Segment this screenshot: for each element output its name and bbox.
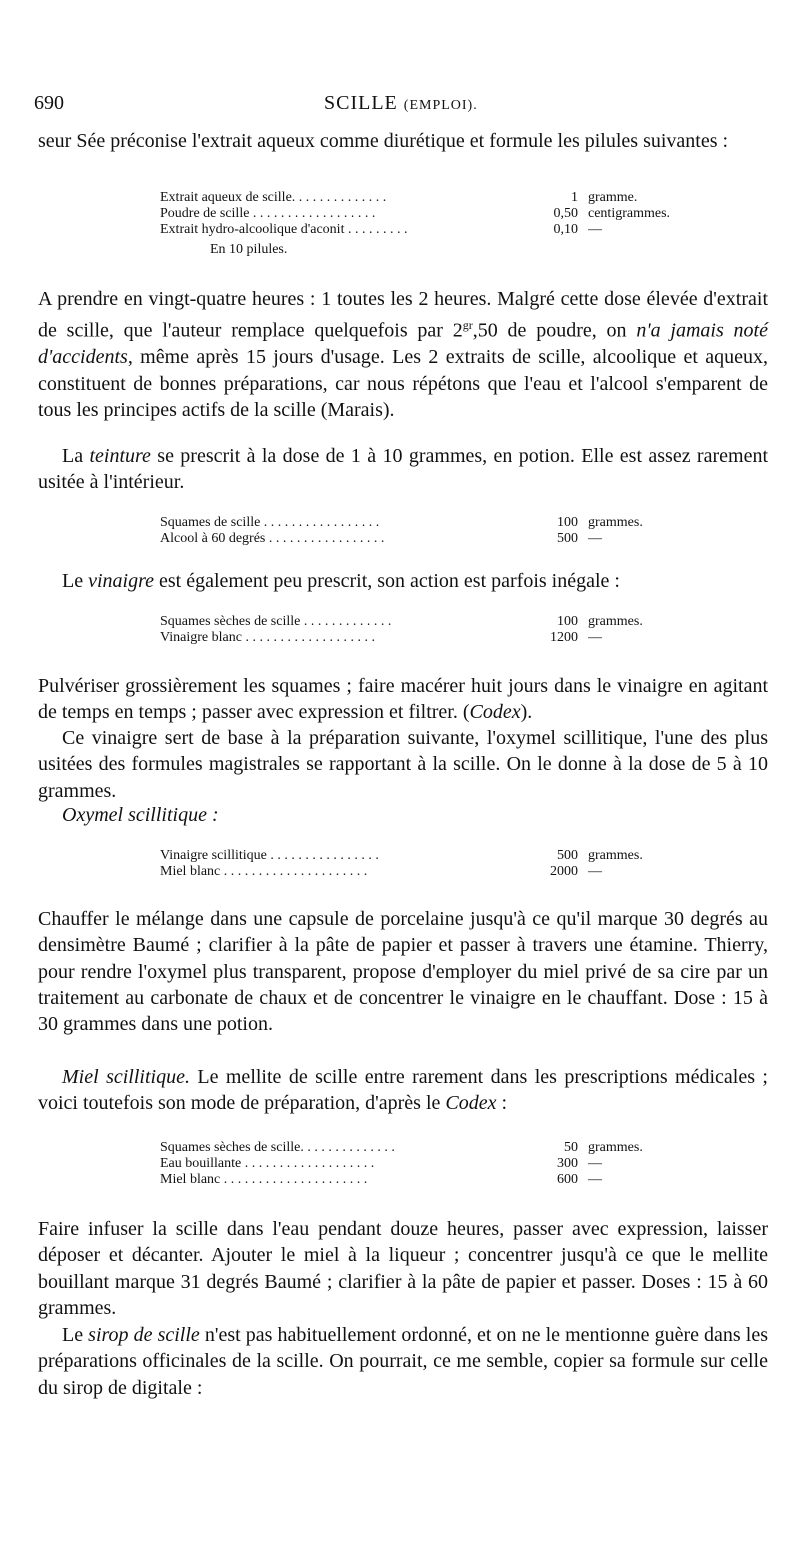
recipe-unit: — bbox=[588, 531, 602, 546]
recipe-row bbox=[160, 531, 680, 547]
p4-emphasis: vinaigre bbox=[88, 570, 155, 592]
recipe-ingredient: Poudre de scille . . . . . . . . . . . . . . . . . . bbox=[160, 206, 376, 221]
recipe-row bbox=[160, 1172, 680, 1188]
running-title bbox=[324, 92, 478, 115]
recipe-total: En 10 pilules. bbox=[210, 242, 288, 257]
recipe-ingredient: Vinaigre scillitique . . . . . . . . . . . . . . . . bbox=[160, 848, 379, 863]
recipe-unit: — bbox=[588, 864, 602, 879]
recipe-row bbox=[160, 190, 680, 206]
recipe-row bbox=[160, 1140, 680, 1156]
recipe-teinture bbox=[160, 515, 680, 547]
recipe-quantity: 2000 bbox=[550, 864, 578, 879]
recipe-unit: grammes. bbox=[588, 848, 643, 863]
recipe-total-row bbox=[160, 242, 680, 258]
recipe-quantity: 500 bbox=[557, 531, 578, 546]
recipe-unit: grammes. bbox=[588, 614, 643, 629]
recipe-quantity: 50 bbox=[564, 1140, 578, 1155]
p2-emphasis: n'a jamais noté d'accidents bbox=[38, 319, 768, 369]
running-title-sub: (EMPLOI). bbox=[403, 98, 478, 113]
recipe-ingredient: Miel blanc . . . . . . . . . . . . . . . . . . . . . bbox=[160, 864, 368, 879]
paragraph-10 bbox=[38, 1322, 768, 1401]
recipe-quantity: 0,10 bbox=[553, 222, 578, 237]
recipe-quantity: 500 bbox=[557, 848, 578, 863]
recipe-row bbox=[160, 630, 680, 646]
page-number: 690 bbox=[34, 92, 64, 114]
recipe-ingredient: Extrait hydro-alcoolique d'aconit . . . . . . . . . bbox=[160, 222, 408, 237]
recipe-miel bbox=[160, 1140, 680, 1188]
recipe-ingredient: Eau bouillante . . . . . . . . . . . . . . . . . . . bbox=[160, 1156, 375, 1171]
recipe-ingredient: Squames sèches de scille . . . . . . . . . . . . . bbox=[160, 614, 392, 629]
p5-text-a: Pulvériser grossièrement les squames ; faire macérer huit jours dans le vinaigre en agitant de temps en temps ; passer avec expression et filtrer. ( bbox=[38, 675, 768, 724]
p8-text-b: : bbox=[496, 1092, 508, 1115]
recipe-quantity: 1 bbox=[571, 190, 578, 205]
recipe-ingredient: Extrait aqueux de scille. . . . . . . . . . . . . . bbox=[160, 190, 387, 205]
recipe-ingredient: Squames sèches de scille. . . . . . . . . . . . . . bbox=[160, 1140, 395, 1155]
recipe-unit: grammes. bbox=[588, 515, 643, 530]
recipe-unit: grammes. bbox=[588, 1140, 643, 1155]
recipe-oxymel bbox=[160, 848, 680, 880]
p2-text-a: A prendre en vingt-quatre heures : 1 toutes les 2 heures. Malgré cette dose élevée d'extrait de scille, que l'auteur remplace quelquefois par 2 bbox=[38, 288, 768, 342]
paragraph-9: Faire infuser la scille dans l'eau pendant douze heures, passer avec expression, laisser déposer et décanter. Ajouter le miel à la liqueur ; concentrer jusqu'à ce que le mellite bouillant marque 31 degrés Baumé ; clarifier à la pâte de papier et passer. Doses : 15 à 60 grammes. bbox=[38, 1218, 768, 1319]
paragraph-3 bbox=[38, 443, 768, 496]
paragraph-1: seur Sée préconise l'extrait aqueux comme diurétique et formule les pilules suivantes : bbox=[38, 130, 729, 152]
p3-text-a: La bbox=[62, 445, 90, 467]
paragraph-5 bbox=[38, 673, 768, 726]
running-title-main: SCILLE bbox=[324, 92, 398, 114]
recipe-vinaigre bbox=[160, 614, 680, 646]
p10-text-a: Le bbox=[62, 1324, 89, 1346]
recipe-quantity: 1200 bbox=[550, 630, 578, 645]
p5-text-b: ). bbox=[520, 701, 533, 724]
recipe-row bbox=[160, 1156, 680, 1172]
p8-emphasis: Miel scillitique. bbox=[62, 1066, 190, 1088]
recipe-quantity: 300 bbox=[557, 1156, 578, 1171]
recipe-ingredient: Miel blanc . . . . . . . . . . . . . . . . . . . . . bbox=[160, 1172, 368, 1187]
paragraph-7: Chauffer le mélange dans une capsule de porcelaine jusqu'à ce qu'il marque 30 degrés au densimètre Baumé ; clarifier à la pâte de papier et passer à travers une étamine. Thierry, pour rendre l'oxymel plus transparent, propose d'employer du miel privé de sa cire par un traitement au carbonate de chaux et de concentrer le vinaigre en le chauffant. Dose : 15 à 30 grammes dans une potion. bbox=[38, 908, 768, 1036]
recipe-row bbox=[160, 614, 680, 630]
recipe-unit: centigrammes. bbox=[588, 206, 671, 221]
paragraph-8 bbox=[38, 1064, 768, 1117]
recipe-unit: — bbox=[588, 630, 602, 645]
recipe-unit: gramme. bbox=[588, 190, 638, 205]
recipe-quantity: 600 bbox=[557, 1172, 578, 1187]
recipe-ingredient: Alcool à 60 degrés . . . . . . . . . . . . . . . . . bbox=[160, 531, 385, 546]
recipe-ingredient: Squames de scille . . . . . . . . . . . . . . . . . bbox=[160, 515, 380, 530]
p3-emphasis: teinture bbox=[89, 445, 151, 467]
p2-text-c: , même après 15 jours d'usage. Les 2 extraits de scille, alcoolique et aqueux, constituent de bonnes préparations, car nous répétons que l'eau et l'alcool s'emparent de tous les principes actifs de la scille (Marais). bbox=[38, 346, 768, 421]
p2-superscript: gr bbox=[462, 318, 473, 333]
paragraph-4 bbox=[38, 568, 768, 594]
p4-text-b: est également peu prescrit, son action est parfois inégale : bbox=[154, 570, 620, 592]
recipe-unit: — bbox=[588, 222, 602, 237]
p5-emphasis: Codex bbox=[469, 701, 521, 724]
p2-text-b: ,50 de poudre, on bbox=[472, 319, 637, 342]
recipe-row bbox=[160, 222, 680, 238]
p4-text-a: Le bbox=[62, 570, 89, 592]
recipe-pilules bbox=[160, 190, 680, 258]
p8-text-a: Le mellite de scille entre rarement dans les prescriptions médicales ; voici toutefois son mode de préparation, d'après le bbox=[38, 1066, 768, 1115]
oxymel-label: Oxymel scillitique : bbox=[62, 804, 219, 826]
recipe-unit: — bbox=[588, 1172, 602, 1187]
p10-text-b: n'est pas habituellement ordonné, et on ne le mentionne guère dans les préparations officinales de la scille. On pourrait, ce me semble, copier sa formule sur celle du sirop de digitale : bbox=[38, 1324, 769, 1399]
recipe-quantity: 0,50 bbox=[553, 206, 578, 221]
p10-emphasis: sirop de scille bbox=[88, 1324, 200, 1346]
running-header bbox=[34, 92, 762, 120]
recipe-row bbox=[160, 848, 680, 864]
p8-emphasis-codex: Codex bbox=[445, 1092, 497, 1115]
paragraph-6: Ce vinaigre sert de base à la préparation suivante, l'oxymel scillitique, l'une des plus usitées des formules magistrales se rapportant à la scille. On le donne à la dose de 5 à 10 grammes. bbox=[38, 727, 768, 802]
recipe-quantity: 100 bbox=[557, 614, 578, 629]
recipe-ingredient: Vinaigre blanc . . . . . . . . . . . . . . . . . . . bbox=[160, 630, 375, 645]
recipe-unit: — bbox=[588, 1156, 602, 1171]
p3-text-b: se prescrit à la dose de 1 à 10 grammes, en potion. Elle est assez rarement usitée à l'intérieur. bbox=[38, 445, 768, 494]
recipe-row bbox=[160, 515, 680, 531]
paragraph-2 bbox=[38, 286, 768, 423]
recipe-row bbox=[160, 206, 680, 222]
recipe-quantity: 100 bbox=[557, 515, 578, 530]
recipe-row bbox=[160, 864, 680, 880]
